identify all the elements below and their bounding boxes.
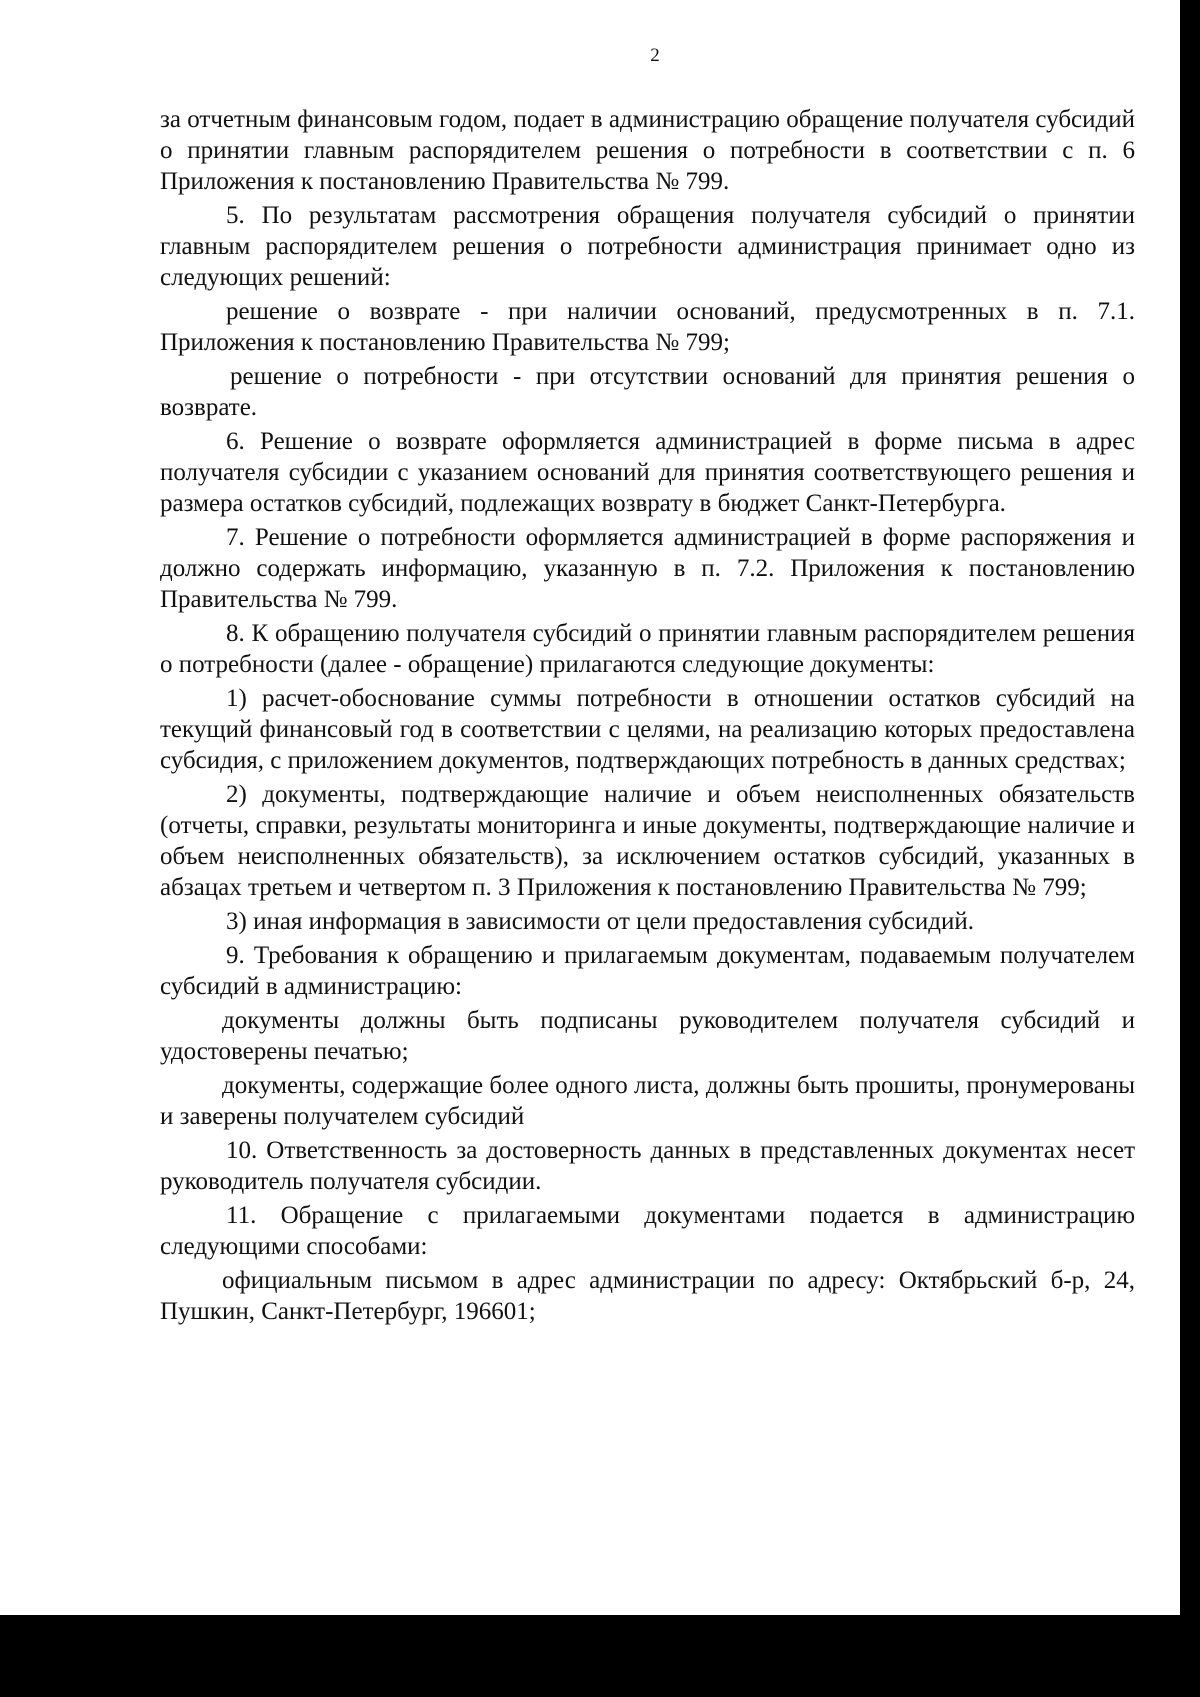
paragraph-item-8: 8. К обращению получателя субсидий о принятии главным распорядителем решения о потребности (далее - обращение) прилагаются следующие документы: — [160, 620, 1135, 678]
paragraph-item-7: 7. Решение о потребности оформляется администрацией в форме распоряжения и должно содержать информацию, указанную в п. 7.2. Приложения к постановлению Правительства № 799. — [160, 524, 1135, 613]
paragraph-return-decision: решение о возврате - при наличии оснований, предусмотренных в п. 7.1. Приложения к постановлению Правительства № 799; — [160, 298, 1135, 356]
paragraph-item-11: 11. Обращение с прилагаемыми документами подается в администрацию следующими способами: — [160, 1202, 1135, 1260]
list-item-3: 3) иная информация в зависимости от цели предоставления субсидий. — [226, 908, 975, 935]
page-number: 2 — [650, 45, 660, 66]
paragraph-item-5: 5. По результатам рассмотрения обращения получателя субсидий о принятии главным распорядителем решения о потребности администрация принимает одно из следующих решений: — [160, 202, 1135, 291]
document-body — [160, 104, 1135, 1327]
submission-by-letter: официальным письмом в адрес администрации по адресу: Октябрьский б-р, 24, Пушкин, Санкт-Петербург, 196601; — [160, 1267, 1135, 1325]
paragraph-need-decision: решение о потребности - при отсутствии оснований для принятия решения о возврате. — [160, 363, 1135, 421]
list-item-2: 2) документы, подтверждающие наличие и объем неисполненных обязательств (отчеты, справки, результаты мониторинга и иные документы, подтверждающие наличие и объем неисполненных обязательств), за исключением остатков субсидий, указанных в абзацах третьем и четвертом п. 3 Приложения к постановлению Правительства № 799; — [160, 781, 1135, 901]
paragraph-item-6: 6. Решение о возврате оформляется администрацией в форме письма в адрес получателя субсидии с указанием оснований для принятия соответствующего решения и размера остатков субсидий, подлежащих возврату в бюджет Санкт-Петербурга. — [160, 428, 1135, 517]
requirement-signature: документы должны быть подписаны руководителем получателя субсидий и удостоверены печатью; — [160, 1007, 1135, 1065]
paragraph-item-10: 10. Ответственность за достоверность данных в представленных документах несет руководитель получателя субсидии. — [160, 1137, 1135, 1195]
scan-edge-right — [1180, 0, 1200, 1697]
requirement-binding: документы, содержащие более одного листа, должны быть прошиты, пронумерованы и заверены получателем субсидий — [160, 1072, 1135, 1130]
paragraph-item-9: 9. Требования к обращению и прилагаемым документам, подаваемым получателем субсидий в администрацию: — [160, 942, 1135, 1000]
paragraph-continuation: за отчетным финансовым годом, подает в администрацию обращение получателя субсидий о принятии главным распорядителем решения о потребности в соответствии с п. 6 Приложения к постановлению Правительства № 799. — [160, 106, 1135, 195]
scan-edge-bottom — [0, 1615, 1200, 1697]
list-item-1: 1) расчет-обоснование суммы потребности в отношении остатков субсидий на текущий финансовый год в соответствии с целями, на реализацию которых предоставлена субсидия, с приложением документов, подтверждающих потребность в данных средствах; — [160, 685, 1135, 774]
